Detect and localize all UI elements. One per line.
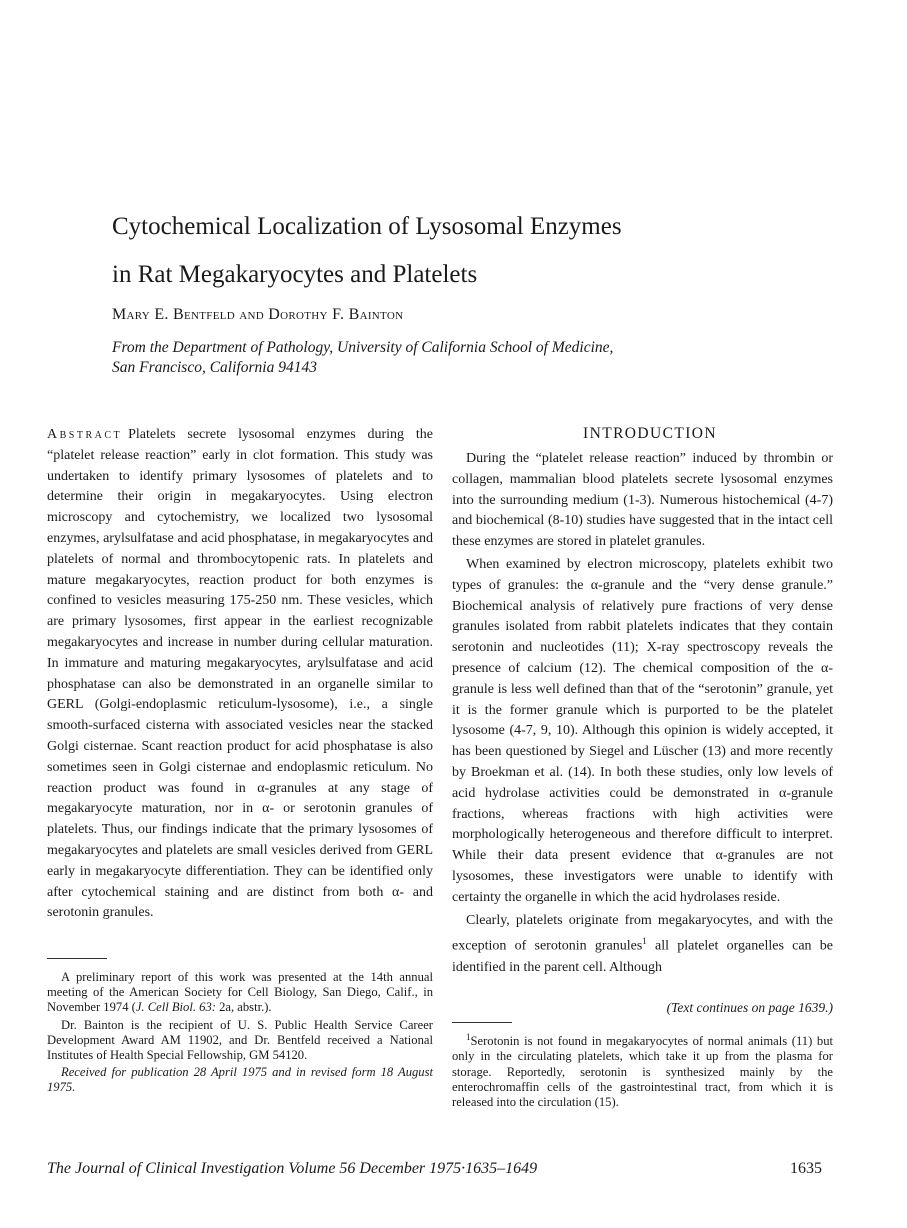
article-title: [112, 203, 832, 299]
page-number: 1635: [790, 1160, 822, 1177]
affiliation: [112, 338, 732, 378]
journal-footer: The Journal of Clinical Investigation Volume 56 December 1975·1635–1649: [47, 1160, 538, 1177]
title-line-1: Cytochemical Localization of Lysosomal Enzymes: [112, 213, 622, 240]
footnote-serotonin: $^1$Serotonin is not found in megakaryocytes of normal animals (11) but only in the circulating platelets, which take it up from the plasma for storage. Reportedly, serotonin is synthesized mainly by the enterochromaffin cells of the gastrointestinal tract, from which it is released into the circulation (15).: [452, 1032, 833, 1109]
footnote-marker: 1: [642, 936, 647, 947]
introduction-heading: INTRODUCTION: [583, 425, 717, 442]
abstract-label: Abstract: [47, 427, 123, 442]
affiliation-line-2: San Francisco, California 94143: [112, 359, 317, 376]
abstract: [47, 425, 433, 924]
footnote-divider-left: [47, 958, 107, 959]
footnote-number: 1: [466, 1032, 471, 1042]
intro-paragraph-2: When examined by electron microscopy, platelets exhibit two types of granules: the α-granule and the “very dense granule.” Biochemical analysis of relatively pure fractions of very dense granules isolated from rabbit platelets indicates that they contain serotonin and nucleotides (11); X-ray spectroscopy reveals the presence of calcium (12). The chemical composition of the α-granule is less well defined than that of the “serotonin” granule, yet it is the former granule which is purported to be the platelet lysosome (4-7, 9, 10). Although this opinion is widely accepted, it has been questioned by Siegel and Lüscher (13) and more recently by Broekman et al. (14). In both these studies, only low levels of acid hydrolase activities could be demonstrated in α-granule fractions, whereas fractions with high activities were morphologically heterogeneous and therefore difficult to interpret. While their data present evidence that α-granules are not lysosomes, these investigators were unable to identify with certainty the organelle in which the acid hydrolases reside.: [452, 556, 833, 905]
footnote-divider-right: [452, 1022, 512, 1023]
intro-paragraph-3: Clearly, platelets originate from megakaryocytes, and with the exception of serotonin granules$^1$ all platelet organelles can be identified in the parent cell. Although: [452, 912, 833, 975]
text-continues-note: (Text continues on page 1639.): [666, 1000, 833, 1015]
intro-paragraph-1: During the “platelet release reaction” induced by thrombin or collagen, mammalian blood platelets secrete lysosomal enzymes into the surrounding medium (1-3). Numerous histochemical (4-7) and biochemical (8-10) studies have suggested that in the intact cell these enzymes are stored in platelet granules.: [452, 451, 833, 550]
affiliation-line-1: From the Department of Pathology, University of California School of Medicine,: [112, 339, 614, 356]
footnotes-left: [47, 970, 433, 1098]
footnote-preliminary-report: A preliminary report of this work was presented at the 14th annual meeting of the American Society for Cell Biology, San Diego, Calif., in November 1974 (J. Cell Biol. 63: 2a, abstr.).: [47, 970, 433, 1015]
authors: Mary E. Bentfeld and Dorothy F. Bainton: [112, 306, 404, 323]
title-line-2: in Rat Megakaryocytes and Platelets: [112, 261, 478, 288]
introduction-body: [452, 449, 833, 981]
footnote-received: Received for publication 28 April 1975 and in revised form 18 August 1975.: [47, 1065, 433, 1095]
footnote-funding: Dr. Bainton is the recipient of U. S. Public Health Service Career Development Award AM 11902, and Dr. Bentfeld received a National Institutes of Health Special Fellowship, GM 54120.: [47, 1017, 433, 1063]
abstract-text: Platelets secrete lysosomal enzymes during the “platelet release reaction” early in clot formation. This study was undertaken to identify primary lysosomes of platelets and to determine their origin in megakaryocytes. Using electron microscopy and cytochemistry, we localized two lysosomal enzymes, arylsulfatase and acid phosphatase, in megakaryocytes and platelets of normal and thrombocytopenic rats. In platelets and mature megakaryocytes, reaction product for both enzymes is confined to vesicles measuring 175-250 nm. These vesicles, which are primary lysosomes, first appear in the earliest recognizable megakaryocytes and increase in number during cellular maturation. In immature and maturing megakaryocytes, arylsulfatase and acid phosphatase can also be demonstrated in an organelle similar to GERL (Golgi-endoplasmic reticulum-lysosome), i.e., a single smooth-surfaced cisterna with associated vesicles near the stacked Golgi cisternae. Scant reaction product for acid phosphatase is also sometimes seen in Golgi cisternae and endoplasmic reticulum. No reaction product was found in α-granules at any stage of megakaryocyte maturation, nor in α- or serotonin granules of platelets. Thus, our findings indicate that the primary lysosomes of megakaryocytes and platelets are small vesicles derived from GERL early in megakaryocyte differentiation. They can be identified only after cytochemical staining and are distinct from both α- and serotonin granules.: [47, 427, 433, 921]
